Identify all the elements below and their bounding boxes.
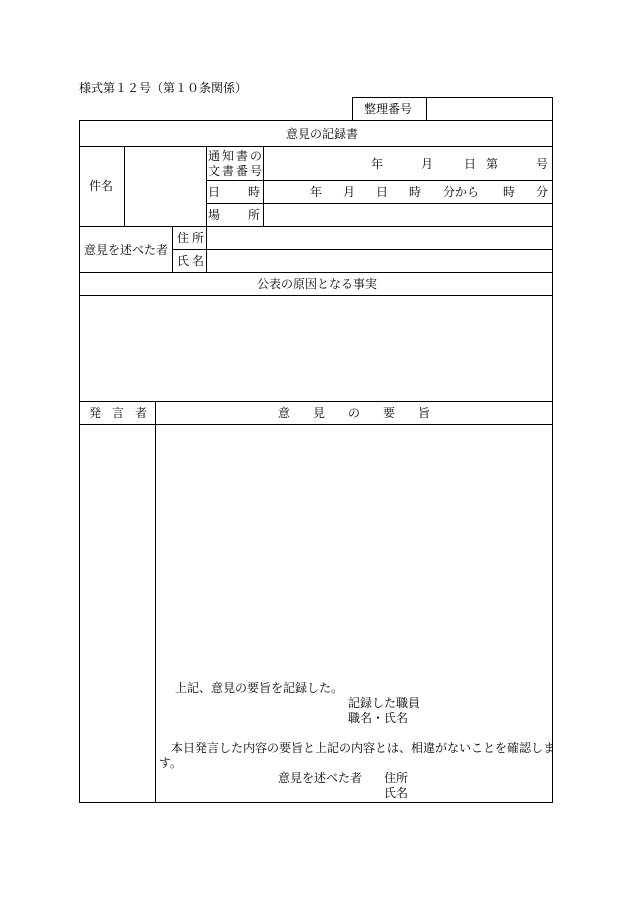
nichiji-year: 年	[310, 185, 323, 199]
confirm-person: 意見を述べた者	[278, 771, 363, 785]
recorded-staff: 記録した職員	[348, 696, 421, 710]
nichiji-minute: 分	[536, 185, 549, 199]
tsuchisho-label-line1: 通知書の	[208, 149, 265, 163]
nichiji-hour: 時	[409, 185, 422, 199]
doc-number-day: 日第	[464, 157, 509, 171]
iken-yoshi-4: 要	[382, 406, 395, 420]
nichiji-month: 月	[343, 185, 356, 199]
staff-title-name: 職名・氏名	[348, 711, 409, 725]
confirm-shimei: 氏名	[384, 786, 409, 800]
nichiji-label	[208, 186, 260, 198]
iken-yoshi-5: 旨	[417, 406, 430, 420]
iken-yoshi-3: の	[347, 406, 360, 420]
confirm-line2: す。	[159, 756, 183, 770]
shimei-label: 氏名	[177, 254, 208, 268]
nichiji-label-1: 日	[208, 185, 221, 199]
hatsugensha-header	[89, 407, 147, 419]
iken-yoshi-2: 見	[312, 406, 325, 420]
basho-label	[208, 209, 260, 221]
doc-number-month: 月	[421, 157, 434, 171]
jusho-label: 住所	[177, 231, 208, 245]
nichiji-hour2: 時	[503, 185, 516, 199]
iken-yoshi-1: 意	[278, 406, 291, 420]
nichiji-day: 日	[376, 185, 389, 199]
confirm-jusho: 住所	[384, 771, 409, 785]
form-number: 様式第１２号（第１０条関係）	[79, 81, 248, 95]
seiri-label: 整理番号	[364, 102, 413, 116]
hatsugensha-1: 発	[89, 406, 102, 420]
confirm-line1: 本日発言した内容の要旨と上記の内容とは、相違がないことを確認しま	[171, 741, 556, 755]
gen-in-header: 公表の原因となる事実	[257, 277, 378, 291]
hatsugensha-2: 言	[111, 406, 124, 420]
form-title: 意見の記録書	[286, 127, 359, 141]
doc-number-go: 号	[536, 157, 549, 171]
iken-nobeta-label: 意見を述べた者	[84, 243, 169, 257]
basho-label-1: 場	[208, 208, 221, 222]
kenmei-label: 件名	[89, 179, 114, 193]
iken-yoshi-header	[278, 407, 430, 419]
doc-number-year: 年	[371, 157, 384, 171]
basho-label-2: 所	[247, 208, 260, 222]
nichiji-label-2: 時	[247, 185, 260, 199]
recorded-statement: 上記、意見の要旨を記録した。	[175, 681, 344, 695]
hatsugensha-3: 者	[134, 406, 147, 420]
nichiji-from: 分から	[443, 185, 480, 199]
tsuchisho-label-line2: 文書番号	[208, 164, 265, 178]
